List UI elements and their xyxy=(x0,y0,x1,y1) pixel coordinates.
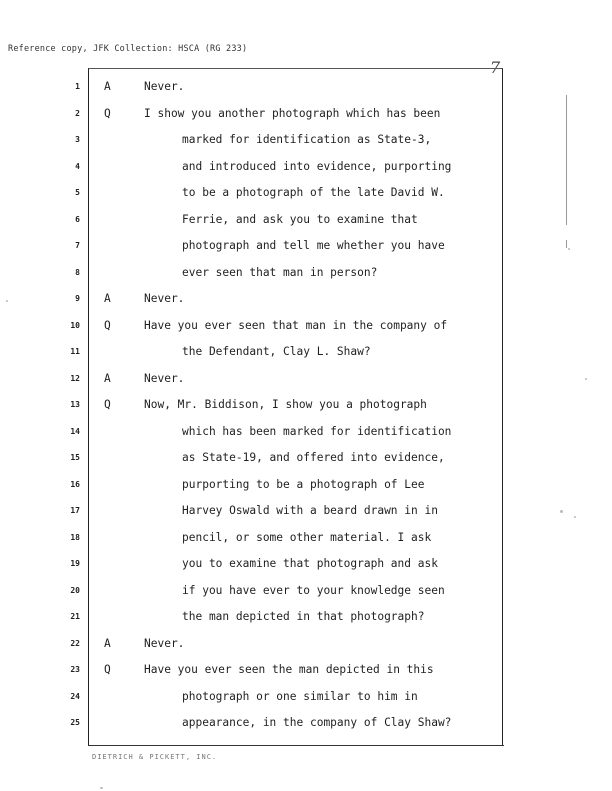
transcript-line xyxy=(0,286,612,313)
line-number: 7 xyxy=(75,241,80,250)
line-text: if you have ever to your knowledge seen xyxy=(182,583,445,597)
transcript-line xyxy=(0,313,612,340)
speaker-label: Q xyxy=(104,318,111,332)
transcript-line xyxy=(0,710,612,737)
transcript-lines xyxy=(0,74,612,737)
speck xyxy=(560,510,563,513)
speck xyxy=(574,516,576,518)
line-text: Never. xyxy=(144,636,185,650)
speaker-label: Q xyxy=(104,398,111,411)
edge-mark xyxy=(566,240,567,248)
line-text: Never. xyxy=(144,292,185,305)
transcript-line xyxy=(0,525,612,552)
line-number: 17 xyxy=(70,506,80,515)
line-text: ever seen that man in person? xyxy=(182,265,378,279)
line-number: 8 xyxy=(75,267,80,277)
line-text: photograph or one similar to him in xyxy=(182,689,418,703)
transcript-line xyxy=(0,233,612,260)
line-number: 22 xyxy=(70,638,80,648)
speaker-label: A xyxy=(104,636,111,650)
footer-reporter: DIETRICH & PICKETT, INC. xyxy=(92,753,218,761)
line-number: 11 xyxy=(70,347,80,356)
line-text: Never. xyxy=(144,371,185,385)
line-text: the Defendant, Clay L. Shaw? xyxy=(182,345,371,358)
transcript-line xyxy=(0,366,612,393)
line-text: as State-19, and offered into evidence, xyxy=(182,451,445,464)
line-text: pencil, or some other material. I ask xyxy=(182,530,432,544)
line-text: Have you ever seen the man depicted in this xyxy=(144,663,434,676)
speaker-label: A xyxy=(104,80,111,93)
line-number: 25 xyxy=(70,718,80,727)
line-number: 1 xyxy=(75,82,80,91)
speaker-label: Q xyxy=(104,663,111,676)
transcript-line xyxy=(0,631,612,658)
line-number: 4 xyxy=(75,161,80,171)
speaker-label: A xyxy=(104,371,111,385)
transcript-line xyxy=(0,498,612,525)
speck xyxy=(568,248,570,250)
line-number: 10 xyxy=(70,320,80,330)
line-number: 20 xyxy=(70,585,80,595)
transcript-line xyxy=(0,419,612,446)
line-text: you to examine that photograph and ask xyxy=(182,557,438,570)
transcript-line xyxy=(0,339,612,366)
transcript-line xyxy=(0,127,612,154)
line-number: 23 xyxy=(70,665,80,674)
transcript-line xyxy=(0,154,612,181)
line-number: 15 xyxy=(70,453,80,462)
transcript-line xyxy=(0,74,612,101)
line-number: 13 xyxy=(70,400,80,409)
transcript-line xyxy=(0,101,612,128)
transcript-line xyxy=(0,657,612,684)
line-number: 5 xyxy=(75,188,80,197)
line-number: 21 xyxy=(70,612,80,621)
transcript-line xyxy=(0,684,612,711)
line-text: Now, Mr. Biddison, I show you a photograph xyxy=(144,398,427,411)
line-number: 12 xyxy=(70,373,80,383)
edge-mark xyxy=(566,95,567,225)
transcript-line xyxy=(0,551,612,578)
line-text: Ferrie, and ask you to examine that xyxy=(182,212,418,226)
line-text: the man depicted in that photograph? xyxy=(182,610,425,623)
line-text: purporting to be a photograph of Lee xyxy=(182,477,425,491)
line-text: Harvey Oswald with a beard drawn in in xyxy=(182,504,438,517)
line-number: 18 xyxy=(70,532,80,542)
line-number: 16 xyxy=(70,479,80,489)
page-number-handwritten: 7 xyxy=(490,58,501,77)
speaker-label: Q xyxy=(104,106,111,120)
transcript-line xyxy=(0,392,612,419)
transcript-line xyxy=(0,472,612,499)
line-text: appearance, in the company of Clay Shaw? xyxy=(182,716,452,729)
line-number: 6 xyxy=(75,214,80,224)
line-number: 9 xyxy=(75,294,80,303)
line-number: 24 xyxy=(70,691,80,701)
line-number: 14 xyxy=(70,426,80,436)
line-number: 2 xyxy=(75,108,80,118)
line-text: Have you ever seen that man in the company of xyxy=(144,318,448,332)
speck xyxy=(585,378,587,380)
transcript-line xyxy=(0,604,612,631)
transcript-frame-bottom xyxy=(88,745,504,746)
speck xyxy=(100,787,103,789)
line-text: photograph and tell me whether you have xyxy=(182,239,445,252)
transcript-line xyxy=(0,180,612,207)
speaker-label: A xyxy=(104,292,111,305)
line-text: I show you another photograph which has been xyxy=(144,106,441,120)
transcript-line xyxy=(0,207,612,234)
line-number: 3 xyxy=(75,135,80,144)
line-number: 19 xyxy=(70,559,80,568)
transcript-line xyxy=(0,260,612,287)
line-text: which has been marked for identification xyxy=(182,424,452,438)
line-text: marked for identification as State-3, xyxy=(182,133,432,146)
reference-header: Reference copy, JFK Collection: HSCA (RG 233) xyxy=(8,44,248,54)
transcript-line xyxy=(0,578,612,605)
line-text: Never. xyxy=(144,80,185,93)
line-text: and introduced into evidence, purporting xyxy=(182,159,452,173)
speck xyxy=(6,300,8,302)
line-text: to be a photograph of the late David W. xyxy=(182,186,445,199)
transcript-line xyxy=(0,445,612,472)
